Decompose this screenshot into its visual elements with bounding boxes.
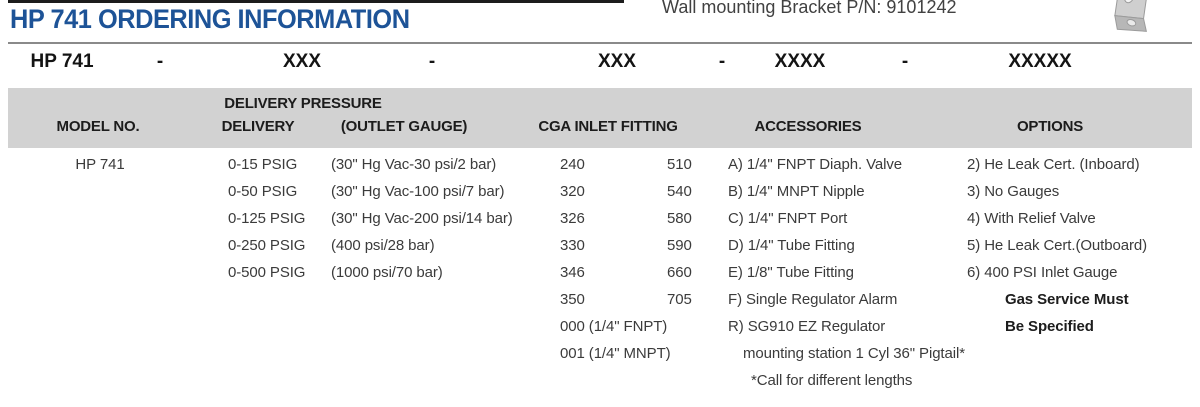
cga-code: 705 [667,291,692,308]
options-note: Be Specified [1005,318,1094,335]
cga-code-row [560,314,720,341]
delivery-value: 0-250 PSIG [228,237,306,254]
outlet-gauge-column [331,152,513,287]
accessory-item: B) 1/4" MNPT Nipple [728,183,865,200]
column-header-options: OPTIONS [1016,118,1084,135]
accessory-item: E) 1/8" Tube Fitting [728,264,854,281]
cga-code: 000 (1/4" FNPT) [560,318,668,335]
cga-code-row [560,341,720,368]
order-code-dash: - [901,51,909,72]
wall-bracket-image [1090,0,1160,55]
order-code-cga-placeholder: XXX [597,51,637,72]
order-code-dash: - [156,51,164,72]
outlet-gauge-value: (30" Hg Vac-200 psi/14 bar) [331,210,513,227]
accessory-item: R) SG910 EZ Regulator [728,318,886,335]
outlet-gauge-value: (1000 psi/70 bar) [331,264,443,281]
cga-code: 001 (1/4" MNPT) [560,345,671,362]
accessory-footnote: *Call for different lengths [751,372,913,389]
options-column [967,152,1147,341]
outlet-gauge-value: (30" Hg Vac-100 psi/7 bar) [331,183,505,200]
delivery-value: 0-125 PSIG [228,210,306,227]
column-header-cga-inlet-fitting: CGA INLET FITTING [538,118,678,135]
cga-code-row [560,179,720,206]
wall-bracket-note: Wall mounting Bracket P/N: 9101242 [662,0,957,17]
accessory-item: A) 1/4" FNPT Diaph. Valve [728,156,903,173]
column-header-model-no: MODEL NO. [56,118,140,135]
order-code-dash: - [428,51,436,72]
cga-code-row [560,206,720,233]
cga-code: 660 [667,264,692,281]
options-note: Gas Service Must [1005,291,1129,308]
order-code-dash: - [718,51,726,72]
title-divider [8,42,1192,44]
outlet-gauge-value: (400 psi/28 bar) [331,237,435,254]
option-item: 6) 400 PSI Inlet Gauge [967,264,1118,281]
accessory-item: F) Single Regulator Alarm [728,291,898,308]
order-code-model: HP 741 [30,51,94,72]
model-no-column [25,152,175,179]
order-code-delivery-placeholder: XXX [282,51,322,72]
model-no-value: HP 741 [75,156,125,173]
cga-code: 580 [667,210,692,227]
order-code-options-placeholder: XXXXX [1008,51,1072,72]
cga-code: 540 [667,183,692,200]
top-edge-line [8,0,624,3]
cga-code-row [560,287,720,314]
accessories-column [728,152,965,395]
cga-code: 330 [560,237,585,254]
option-item: 3) No Gauges [967,183,1060,200]
order-code-accessories-placeholder: XXXX [774,51,826,72]
outlet-gauge-value: (30" Hg Vac-30 psi/2 bar) [331,156,497,173]
option-item: 2) He Leak Cert. (Inboard) [967,156,1140,173]
group-header-delivery-pressure: DELIVERY PRESSURE [224,95,382,112]
cga-code: 590 [667,237,692,254]
cga-code: 326 [560,210,585,227]
cga-code: 346 [560,264,585,281]
column-header-accessories: ACCESSORIES [754,118,862,135]
delivery-value: 0-500 PSIG [228,264,306,281]
cga-code: 320 [560,183,585,200]
table-header-band [8,88,1192,148]
cga-code: 240 [560,156,585,173]
option-item: 4) With Relief Valve [967,210,1096,227]
cga-code: 350 [560,291,585,308]
cga-inlet-fitting-column [560,152,720,368]
delivery-value: 0-50 PSIG [228,183,298,200]
page-title: HP 741 ORDERING INFORMATION [10,4,410,34]
accessory-item: C) 1/4" FNPT Port [728,210,848,227]
option-item: 5) He Leak Cert.(Outboard) [967,237,1147,254]
column-header-delivery: DELIVERY [221,118,295,135]
accessory-item-continuation: mounting station 1 Cyl 36" Pigtail* [743,345,965,362]
accessory-item: D) 1/4" Tube Fitting [728,237,855,254]
cga-code-row [560,152,720,179]
cga-code: 510 [667,156,692,173]
cga-code-row [560,233,720,260]
column-header-outlet-gauge: (OUTLET GAUGE) [340,118,468,135]
delivery-column [228,152,305,287]
delivery-value: 0-15 PSIG [228,156,298,173]
cga-code-row [560,260,720,287]
